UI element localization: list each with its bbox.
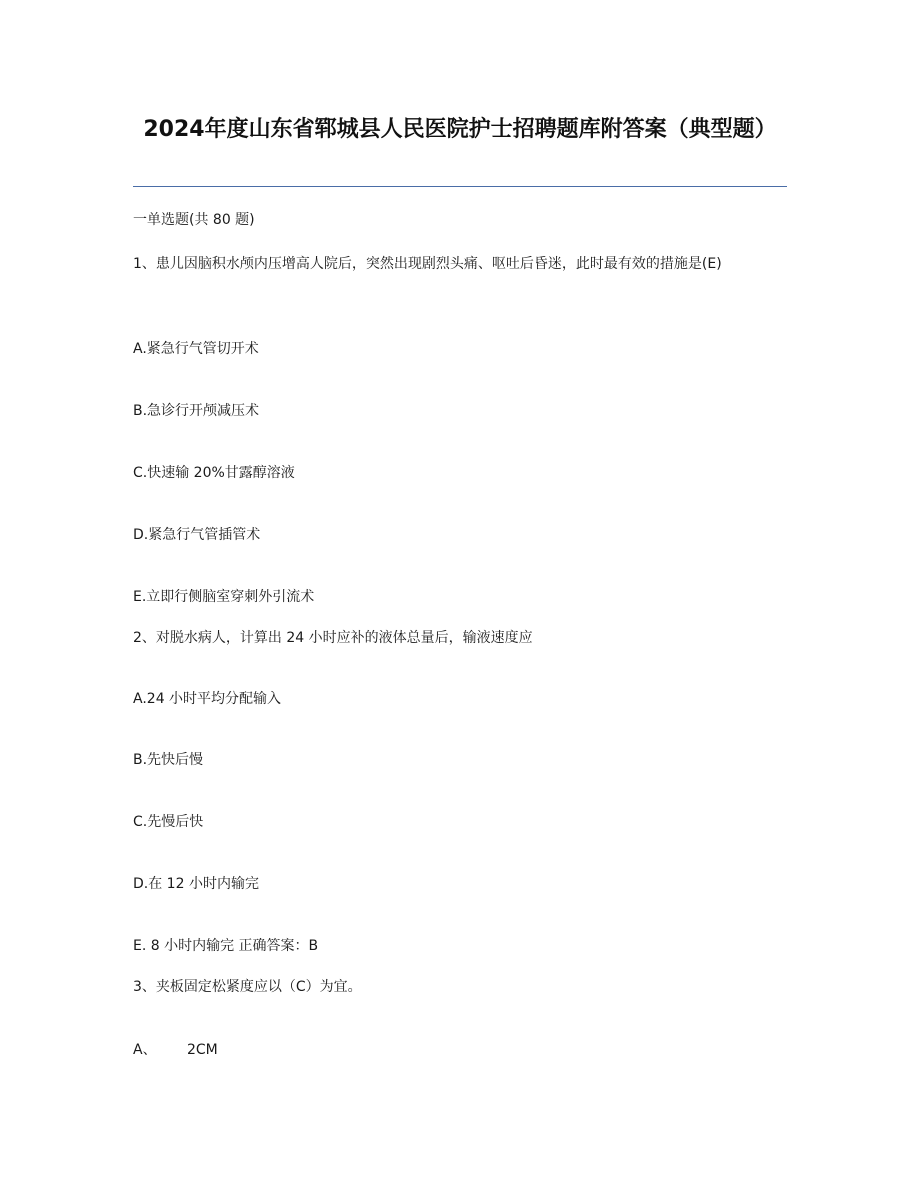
question-2-option-e: E. 8 小时内输完 正确答案：B <box>133 938 319 954</box>
document-title: 2024年度山东省郓城县人民医院护士招聘题库附答案（典型题） <box>143 117 777 142</box>
question-1-option-e: E.立即行侧脑室穿刺外引流术 <box>133 589 315 605</box>
question-3-option-a-value: 2CM <box>187 1042 218 1058</box>
question-2-stem: 2、对脱水病人，计算出 24 小时应补的液体总量后，输液速度应 <box>133 630 533 646</box>
question-2-option-d: D.在 12 小时内输完 <box>133 876 259 892</box>
question-3-option-a <box>133 1038 793 1062</box>
question-2-option-a: A.24 小时平均分配输入 <box>133 691 282 707</box>
question-1-option-b: B.急诊行开颅减压术 <box>133 403 260 419</box>
section-header: 一单选题(共 80 题) <box>133 212 255 228</box>
question-1-stem: 1、患儿因脑积水颅内压增高人院后，突然出现剧烈头痛、呕吐后昏迷，此时最有效的措施是(E) <box>133 256 722 272</box>
question-1-option-a: A.紧急行气管切开术 <box>133 341 259 357</box>
question-1-option-d: D.紧急行气管插管术 <box>133 527 261 543</box>
question-3-stem: 3、夹板固定松紧度应以（C）为宜。 <box>133 979 362 995</box>
title-divider <box>133 186 787 187</box>
question-3-option-a-label: A、 <box>133 1042 157 1058</box>
question-2-option-c: C.先慢后快 <box>133 814 204 830</box>
question-1-option-c: C.快速输 20%甘露醇溶液 <box>133 465 295 481</box>
question-2-option-b: B.先快后慢 <box>133 752 204 768</box>
